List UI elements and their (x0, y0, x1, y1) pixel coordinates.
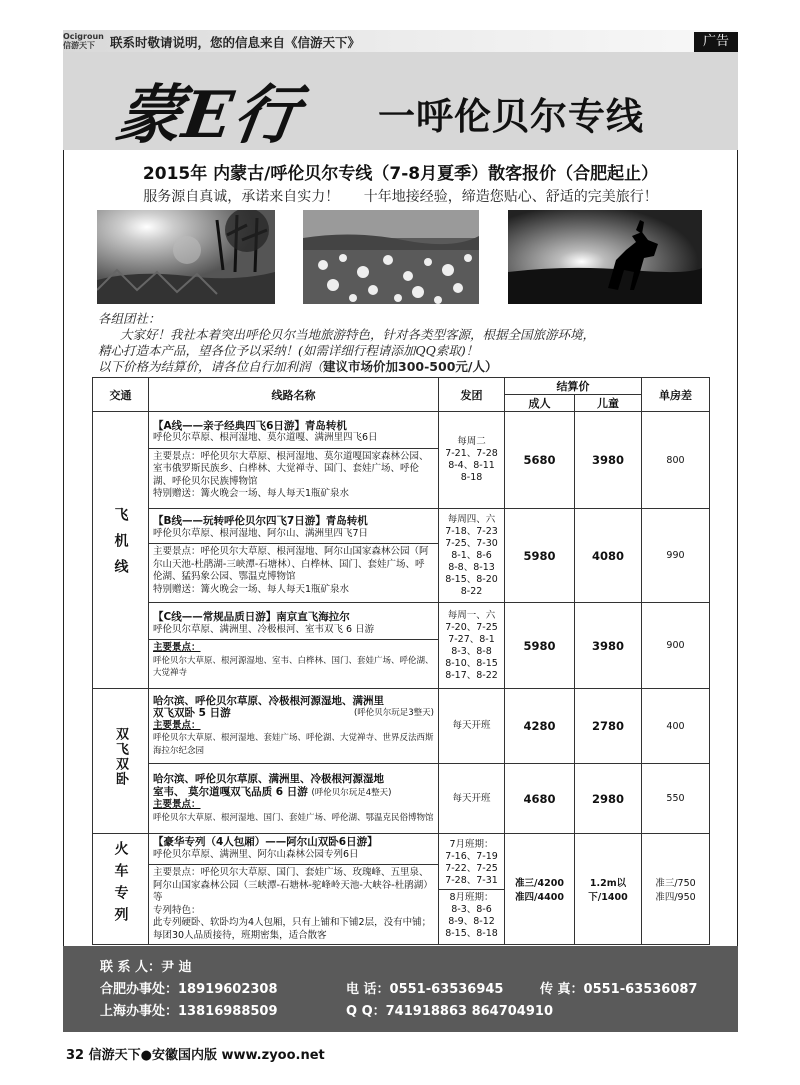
contact-note: 联系时敬请说明，您的信息来自《信游天下》 (110, 35, 361, 50)
hefei-office: 合肥办事处：18919602308 (100, 982, 278, 997)
greeting (98, 311, 718, 375)
route-e-single: 550 (642, 764, 710, 834)
route-b-sub: 呼伦贝尔草原、根河湿地、阿尔山、满洲里四飞7日 (153, 527, 369, 539)
route-e-child: 2980 (575, 764, 642, 834)
route-a-child: 3980 (575, 412, 642, 509)
route-a-single: 800 (642, 412, 710, 509)
route-a-title: 【A线——亲子经典四飞6日游】青岛转机 (153, 419, 347, 432)
photo-sun-trees (97, 210, 275, 304)
photo-horse-rider (508, 210, 702, 304)
route-e-sights: 呼伦贝尔大草原、根河湿地、国门、套娃广场、呼伦湖、鄂温克民俗博物馆 (153, 812, 434, 823)
route-f-title: 【豪华专列（4人包厢）——阿尔山双卧6日游】 (153, 836, 378, 848)
fax: 传 真：0551-63536087 (540, 982, 698, 997)
header-departure: 发团 (439, 378, 505, 412)
route-f-departures (439, 834, 505, 945)
header-settle: 结算价 (505, 378, 642, 395)
route-c-sights: 呼伦贝尔大草原、根河源湿地、室韦、白桦林、国门、套娃广场、呼伦湖、大觉禅寺 (153, 655, 434, 679)
suggested-price: 建议市场价加300-500元/人） (323, 359, 498, 374)
route-c-adult: 5980 (505, 603, 575, 689)
route-a-gift: 特别赠送：篝火晚会一场、每人每天1瓶矿泉水 (153, 488, 350, 499)
ad-tag: 广告 (694, 32, 738, 52)
route-f-sub: 呼伦贝尔草原、满洲里、阿尔山森林公园专列6日 (153, 848, 359, 860)
route-f-august: 8月班期： 8-3、8-6 8-9、8-12 8-15、8-18 (445, 891, 498, 939)
route-d-sights: 呼伦贝尔大草原、根河湿地、套娃广场、呼伦湖、大觉禅寺、世界反法西斯海拉尔纪念园 (153, 733, 434, 756)
route-c-sub: 呼伦贝尔草原、满洲里、冷极根河、室韦双飞 6 日游 (153, 623, 375, 635)
route-d-adult: 4280 (505, 689, 575, 764)
magazine-logo: Ocigroun 信游天下 (63, 32, 104, 50)
route-d-note: (呼伦贝尔玩足3整天) (353, 708, 434, 719)
route-a-sights: 主要景点：呼伦贝尔大草原、根河湿地、莫尔道嘎国家森林公园、室韦俄罗斯民族乡、白桦林、大觉禅寺、国门、套娃广场、呼伦湖、呼伦贝尔民族博物馆 (153, 450, 429, 487)
route-d-single: 400 (642, 689, 710, 764)
route-d-title1: 哈尔滨、呼伦贝尔草原、冷极根河源湿地、满洲里 (153, 694, 384, 707)
route-b (149, 509, 439, 603)
route-d-sights-label: 主要景点： (153, 719, 201, 731)
route-e-adult: 4680 (505, 764, 575, 834)
route-c-departures: 每周一、六 7-20、7-25 7-27、8-1 8-3、8-8 8-10、8-15 8-17、8-22 (439, 603, 505, 689)
greeting-line4-text: 以下价格为结算价，请各位自行加利润（ (98, 359, 324, 374)
route-f-sights: 主要景点：呼伦贝尔大草原、国门、套娃广场、玫瑰峰、五里泉、阿尔山国家森林公园（三峡潭-石塘林-驼峰岭天池-大峡谷-杜鹃湖）等 (153, 867, 433, 903)
greeting-line1: 各组团社： (98, 311, 161, 326)
price-table (92, 377, 710, 945)
route-d-title2: 双飞双卧 5 日游 (呼伦贝尔玩足3整天) (153, 707, 434, 720)
route-b-single: 990 (642, 509, 710, 603)
transport-flight: 飞机线 (93, 412, 149, 689)
route-b-gift: 特别赠送：篝火晚会一场、每人每天1瓶矿泉水 (153, 583, 350, 595)
route-f-feature: 专列特色： (153, 904, 201, 916)
route-c-title: 【C线——常规品质日游】南京直飞海拉尔 (153, 611, 350, 624)
greeting-line3: 精心打造本产品，望各位予以采纳！(如需详细行程请添加QQ索取)！ (98, 343, 479, 358)
route-c-sights-label: 主要景点： (153, 642, 201, 654)
route-a (149, 412, 439, 509)
shanghai-office: 上海办事处：13816988509 (100, 1004, 278, 1019)
contact-panel (63, 946, 738, 1032)
route-e-title2: 室韦、 莫尔道嘎双飞品质 6 日游 (呼伦贝尔玩足4整天) (153, 785, 392, 798)
route-f-july: 7月班期： 7-16、7-19 7-22、7-25 7-28、7-31 (439, 837, 504, 890)
route-f-single: 准三/750 准四/950 (642, 834, 710, 945)
slogan: 服务源自真诚，承诺来自实力！ 十年地接经验，缔造您贴心、舒适的完美旅行！ (143, 189, 658, 205)
route-a-departures: 每周二 7-21、7-28 8-4、8-11 8-18 (439, 412, 505, 509)
route-d-departures: 每天开班 (439, 689, 505, 764)
route-e-sights-label: 主要景点： (153, 799, 201, 810)
route-c-single: 900 (642, 603, 710, 689)
route-b-child: 4080 (575, 509, 642, 603)
route-b-departures: 每周四、六 7-18、7-23 7-25、7-30 8-1、8-6 8-8、8-13 8-15、8-20 8-22 (439, 509, 505, 603)
header-single: 单房差 (642, 378, 710, 412)
contact-person: 联 系 人：尹 迪 (100, 960, 192, 975)
route-c-child: 3980 (575, 603, 642, 689)
route-f-child: 1.2m以下/1400 (575, 834, 642, 945)
headline: 2015年 内蒙古/呼伦贝尔专线（7-8月夏季）散客报价（合肥起止） (142, 164, 659, 184)
route-f-adult: 准三/4200 准四/4400 (505, 834, 575, 945)
brand-title: 蒙E行 (111, 78, 306, 153)
route-f (149, 834, 439, 945)
header-transport: 交通 (93, 378, 149, 412)
route-b-adult: 5980 (505, 509, 575, 603)
greeting-line2: 大家好！我社本着突出呼伦贝尔当地旅游特色，针对各类型客源，根据全国旅游环境， (120, 327, 596, 342)
route-d (149, 689, 439, 764)
route-e (149, 764, 439, 834)
route-d-child: 2780 (575, 689, 642, 764)
header-child: 儿童 (575, 395, 642, 412)
route-f-feature-text: 此专列硬卧、软卧均为4人包厢，只有上铺和下铺2层，没有中铺；每团30人品质接待，班期密集，适合散客 (153, 917, 432, 941)
route-e-departures: 每天开班 (439, 764, 505, 834)
route-c (149, 603, 439, 689)
route-b-sights: 主要景点：呼伦贝尔大草原、根河湿地、阿尔山国家森林公园（阿尔山天池-杜鹃湖-三峡潭-石塘林）、白桦林、国门、套娃广场、呼伦湖、猛犸象公园、鄂温克博物馆 (153, 546, 429, 582)
route-e-note: (呼伦贝尔玩足4整天) (311, 787, 392, 798)
route-b-title: 【B线——玩转呼伦贝尔四飞7日游】青岛转机 (153, 515, 368, 527)
telephone: 电 话：0551-63536945 (346, 982, 504, 997)
qq-numbers: Q Q：741918863 864704910 (346, 1004, 553, 1019)
header-route: 线路名称 (149, 378, 439, 412)
route-e-title1: 哈尔滨、呼伦贝尔草原、满洲里、冷极根河源湿地 (153, 773, 384, 785)
greeting-line4 (98, 359, 718, 375)
page-footer: 32 信游天下●安徽国内版 www.zyoo.net (66, 1048, 325, 1063)
transport-double-sleeper: 双飞双卧 (93, 689, 149, 834)
header-adult: 成人 (505, 395, 575, 412)
route-a-sub: 呼伦贝尔草原、根河湿地、莫尔道嘎、满洲里四飞6日 (153, 432, 378, 443)
transport-train: 火车专列 (93, 834, 149, 945)
route-a-adult: 5680 (505, 412, 575, 509)
photo-flowers (303, 210, 479, 304)
brand-subtitle: 一呼伦贝尔专线 (378, 95, 644, 138)
